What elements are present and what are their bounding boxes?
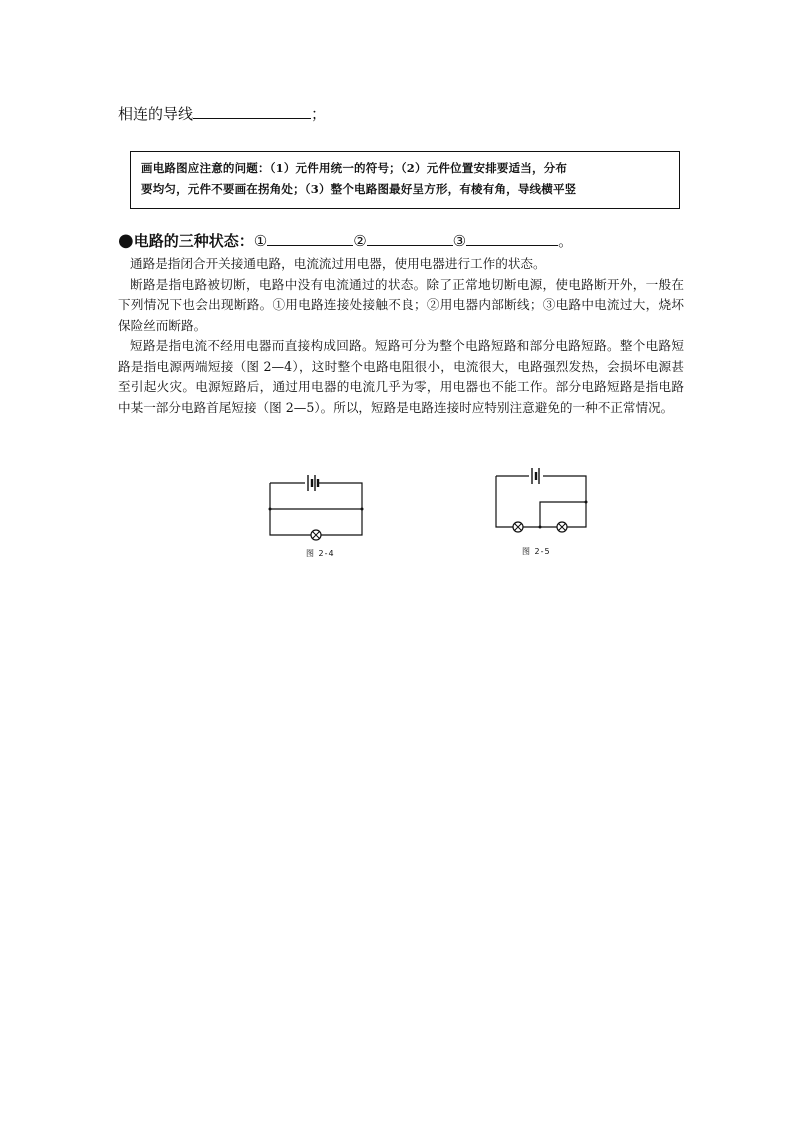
bullet-icon: ●	[118, 230, 134, 251]
heading-title: 电路的三种状态：	[133, 232, 254, 250]
paragraph-closed-circuit: 通路是指闭合开关接通电路，电流流过用电器，使用电器进行工作的状态。	[130, 256, 546, 271]
junction-dot	[269, 508, 272, 511]
answer-blank-1[interactable]	[267, 245, 353, 246]
lamp-icon	[557, 522, 567, 532]
fill-in-line	[118, 103, 326, 124]
circuit-diagram-2-4	[262, 470, 372, 560]
paragraph-open-circuit: 断路是指电路被切断，电路中没有电流通过的状态。除了正常地切断电源，使电路断开外，一般在下列情况下也会出现断路。①用电路连接处接触不良；②用电器内部断线；③电路中电流过大，烧坏保险丝而断路。	[118, 276, 684, 333]
line-text: 相连的导线	[118, 105, 194, 123]
lamp-icon	[513, 522, 523, 532]
line-end: ；	[311, 105, 327, 123]
lamp-icon	[311, 530, 321, 540]
answer-blank[interactable]	[193, 118, 311, 119]
blank-marker-1: ①	[253, 232, 268, 250]
note-line-2: 要均匀，元件不要画在拐角处；（3）整个电路图最好呈方形，有棱有角，导线横平竖	[141, 182, 577, 196]
junction-dot	[539, 526, 542, 529]
answer-blank-2[interactable]	[367, 245, 453, 246]
answer-blank-3[interactable]	[466, 245, 558, 246]
junction-dot	[585, 501, 588, 504]
figure-caption-2-4: 图 2-4	[306, 549, 335, 558]
blank-marker-3: ③	[452, 232, 467, 250]
junction-dot	[361, 508, 364, 511]
section-heading	[118, 230, 573, 251]
heading-end: 。	[558, 232, 574, 250]
drawing-notes-box	[130, 151, 680, 209]
paragraph-short-circuit: 短路是指电流不经用电器而直接构成回路。短路可分为整个电路短路和部分电路短路。整个电路短路是指电源两端短接（图 2—4），这时整个电路电阻很小，电流很大，电路强烈发热，会损坏电源甚至引起火灾。电源短路后，通过用电器的电流几乎为零，用电器也不能工作。部分电路短路是指电路中某一部分电路首尾短接（图 2—5）。所以，短路是电路连接时应特别注意避免的一种不正常情况。	[118, 338, 684, 415]
circuit-diagram-2-5	[488, 462, 598, 552]
figure-caption-2-5: 图 2-5	[522, 547, 551, 556]
blank-marker-2: ②	[353, 232, 367, 250]
note-line-1: 画电路图应注意的问题：（1）元件用统一的符号；（2）元件位置安排要适当，分布	[141, 161, 568, 175]
body-text	[118, 254, 684, 418]
